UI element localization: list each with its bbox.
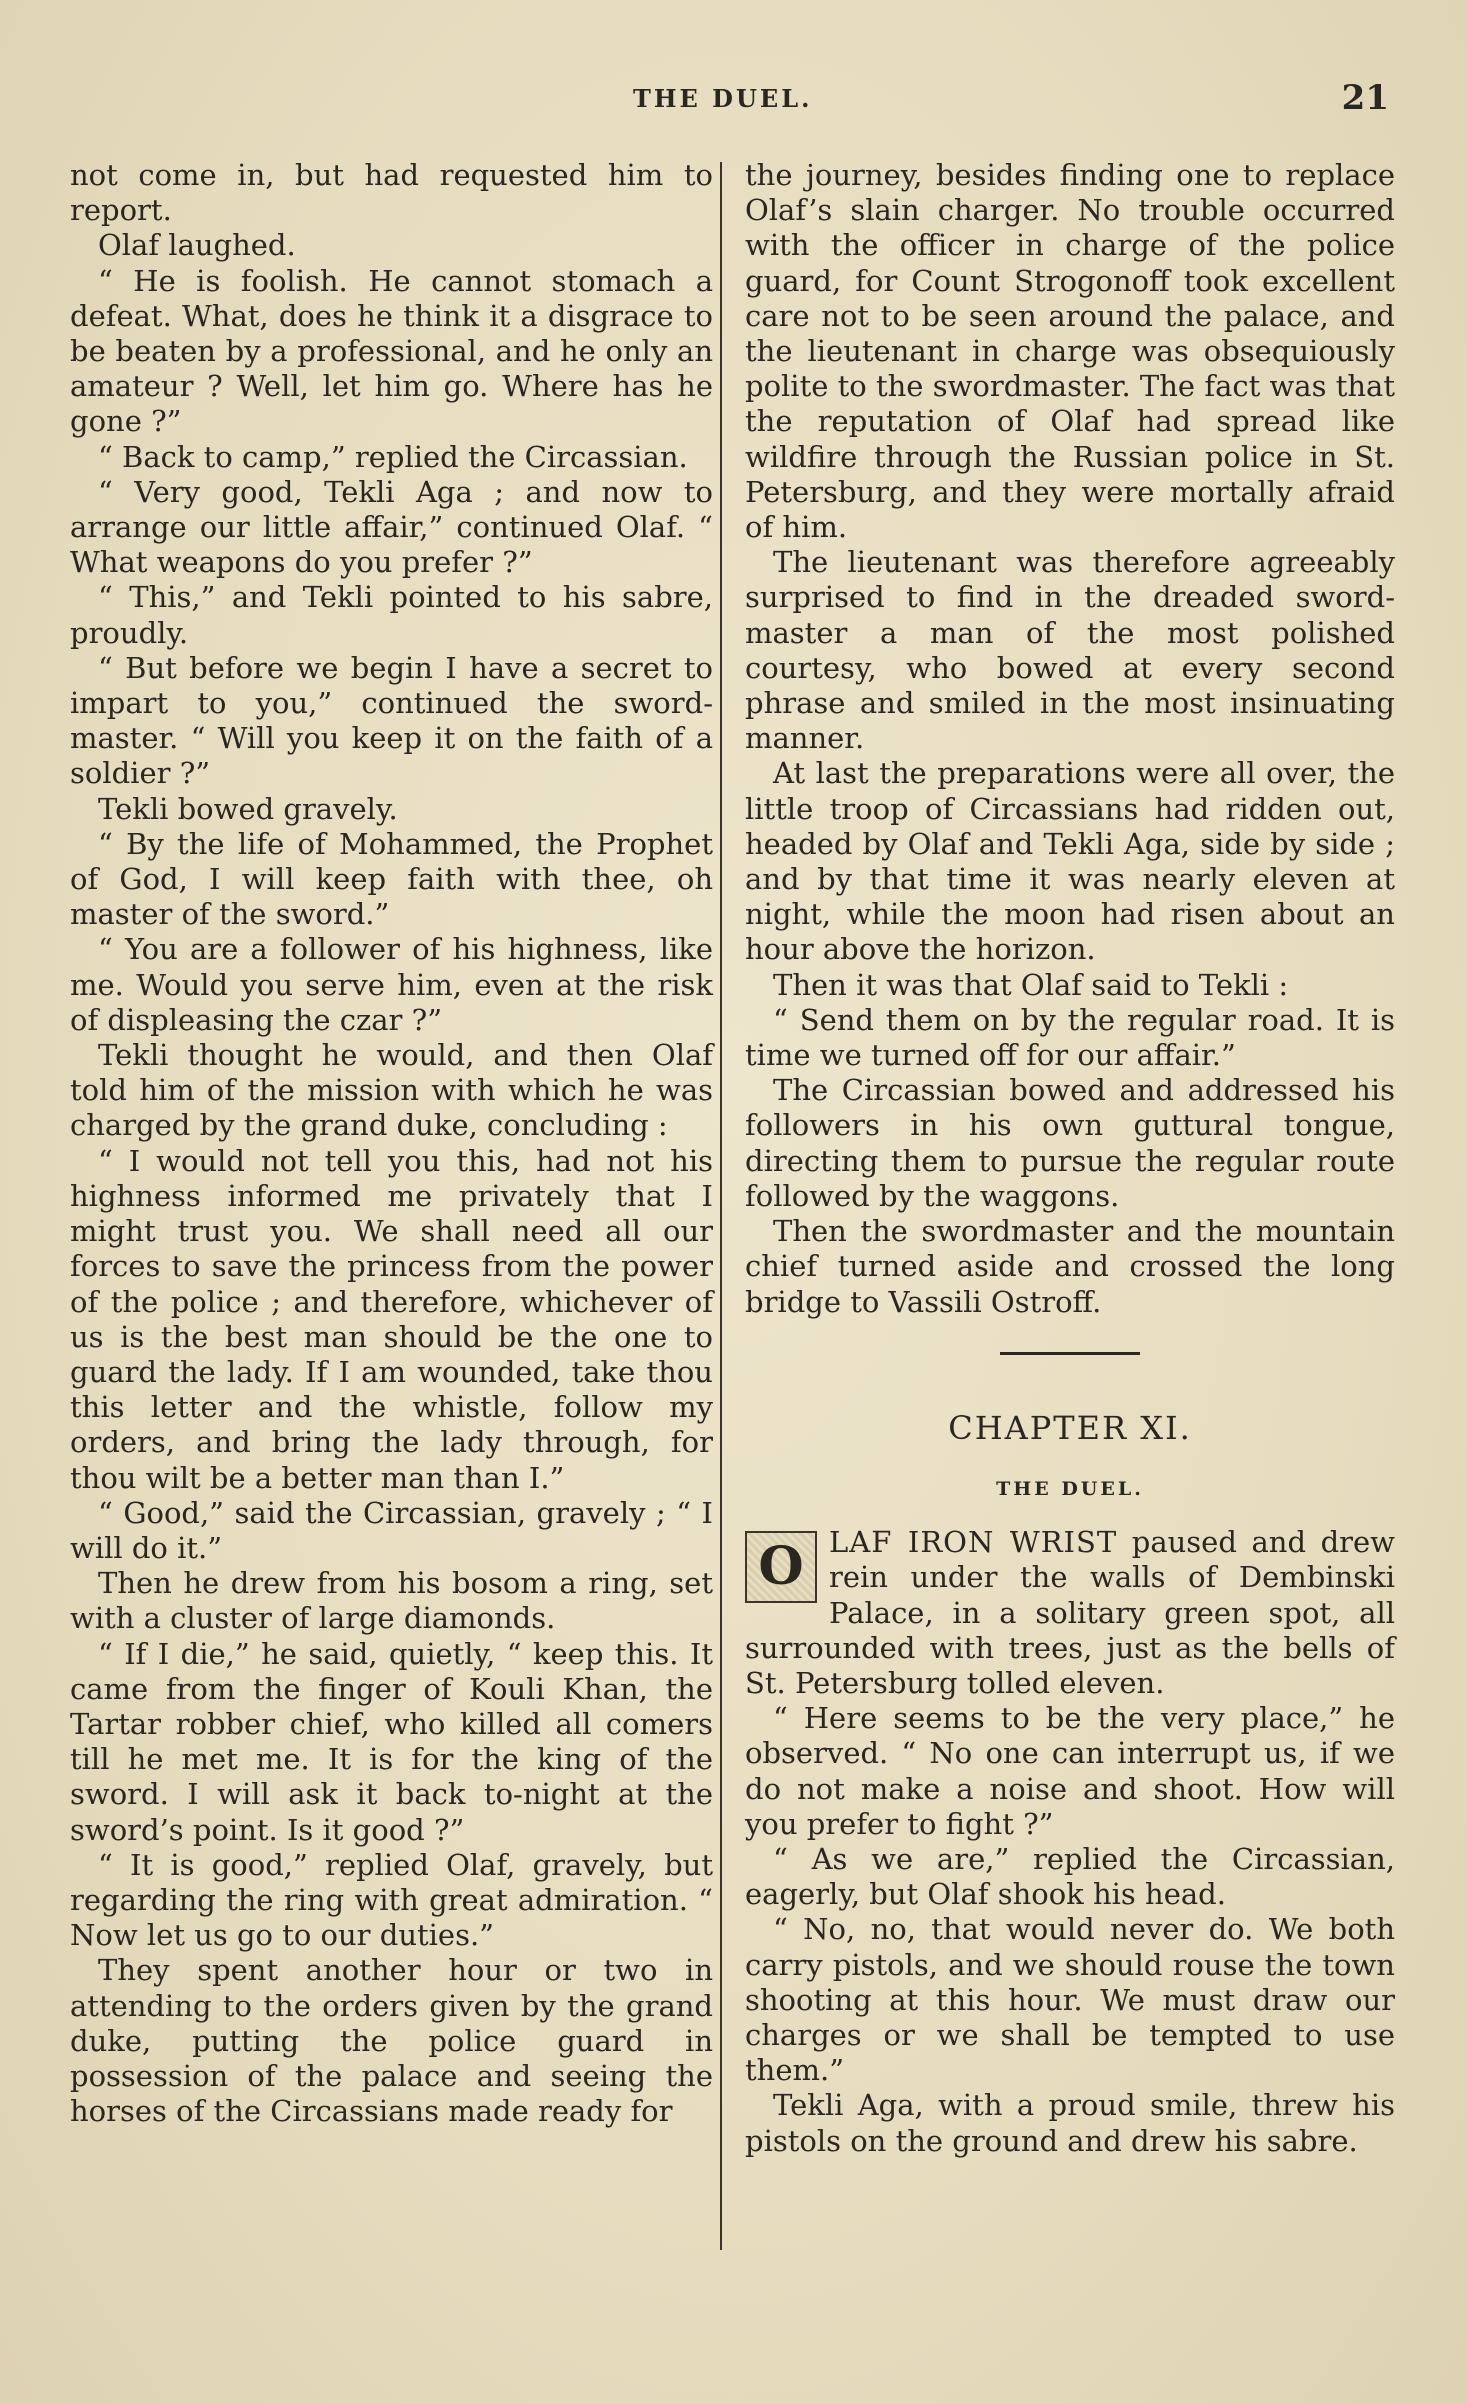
paragraph: “ But before we begin I have a secret to impart to you,” continued the sword-master. “ Will you keep it on the faith of a soldier ?” xyxy=(70,650,713,791)
opening-text: paused and drew rein under the walls of Dembinski Palace, in a solitary green spot, all surrounded with trees, just as the bells of St. Petersburg tolled eleven. xyxy=(745,1525,1395,1700)
chapter-divider xyxy=(1000,1352,1140,1355)
paragraph: “ He is foolish. He cannot stomach a defeat. What, does he think it a disgrace to be beaten by a professional, and he only an amateur ? Well, let him go. Where has he gone ?” xyxy=(70,263,713,439)
paragraph: “ Very good, Tekli Aga ; and now to arrange our little affair,” continued Olaf. “ What weapons do you prefer ?” xyxy=(70,474,713,580)
paragraph: “ No, no, that would never do. We both carry pistols, and we should rouse the town shooting at this hour. We must draw our charges or we shall be tempted to use them.” xyxy=(745,1912,1395,2088)
chapter-subtitle: THE DUEL. xyxy=(996,1477,1144,1500)
paragraph: “ If I die,” he said, quietly, “ keep this. It came from the finger of Kouli Khan, the Tartar robber chief, who killed all comers till he met me. It is for the king of the sword. I will ask it back to-night at the sword’s point. Is it good ?” xyxy=(70,1636,713,1847)
paragraph: Then the swordmaster and the mountain chief turned aside and crossed the long bridge to Vassili Ostroff. xyxy=(745,1214,1395,1319)
chapter-heading: CHAPTER XI. xyxy=(948,1408,1192,1447)
paragraph: Tekli bowed gravely. xyxy=(98,791,398,826)
paragraph: “ This,” and Tekli pointed to his sabre, proudly. xyxy=(70,580,713,650)
page-number: 21 xyxy=(1341,78,1389,118)
column-divider xyxy=(720,162,722,2250)
drop-cap-initial: O xyxy=(745,1531,817,1603)
paragraph: “ Send them on by the regular road. It is time we turned off for our affair.” xyxy=(745,1002,1395,1073)
lead-in-caps: LAF IRON WRIST xyxy=(829,1525,1118,1560)
chapter-opening-paragraph xyxy=(745,1525,1395,1701)
left-column xyxy=(70,158,713,2129)
running-header xyxy=(0,78,1467,124)
right-column xyxy=(745,158,1395,2159)
paragraph: At last the preparations were all over, the little troop of Circassians had ridden out, headed by Olaf and Tekli Aga, side by side ; and by that time it was nearly eleven at night, while the moon had risen about an hour above the horizon. xyxy=(745,756,1395,967)
paragraph: Tekli thought he would, and then Olaf told him of the mission with which he was charged by the grand duke, concluding : xyxy=(70,1038,713,1143)
paragraph: “ Back to camp,” replied the Circassian. xyxy=(98,439,688,474)
paragraph: “ As we are,” replied the Circassian, eagerly, but Olaf shook his head. xyxy=(745,1841,1395,1912)
paragraph: “ By the life of Mohammed, the Prophet of God, I will keep faith with thee, oh master of the sword.” xyxy=(70,826,713,932)
paragraph: “ I would not tell you this, had not his highness informed me privately that I might trust you. We shall need all our forces to save the princess from the power of the police ; and therefore, whichever of us is the best man should be the one to guard the lady. If I am wounded, take thou this letter and the whistle, follow my orders, and bring the lady through, for thou wilt be a better man than I.” xyxy=(70,1143,713,1495)
paragraph: The Circassian bowed and addressed his followers in his own guttural tongue, directing them to pursue the regular route followed by the waggons. xyxy=(745,1073,1395,1213)
paragraph: They spent another hour or two in attending to the orders given by the grand duke, putting the police guard in possession of the palace and seeing the horses of the Circassians made ready for xyxy=(70,1953,713,2129)
paragraph: Then he drew from his bosom a ring, set with a cluster of large diamonds. xyxy=(70,1566,713,1636)
paragraph: “ Here seems to be the very place,” he observed. “ No one can interrupt us, if we do not make a noise and shoot. How will you prefer to fight ?” xyxy=(745,1701,1395,1841)
paragraph: not come in, but had requested him to report. xyxy=(70,158,713,228)
paragraph: the journey, besides finding one to replace Olaf’s slain charger. No trouble occurred with the officer in charge of the police guard, for Count Strogonoff took excellent care not to be seen around the palace, and the lieutenant in charge was obsequiously polite to the swordmaster. The fact was that the reputation of Olaf had spread like wildfire through the Russian police in St. Petersburg, and they were mortally afraid of him. xyxy=(745,158,1395,545)
paragraph: Olaf laughed. xyxy=(98,228,296,263)
running-title: THE DUEL. xyxy=(633,84,813,113)
paragraph: The lieutenant was therefore agreeably surprised to find in the dreaded sword-master a man of the most polished courtesy, who bowed at every second phrase and smiled in the most insinuating manner. xyxy=(745,545,1395,756)
paragraph: Then it was that Olaf said to Tekli : xyxy=(773,967,1289,1002)
paragraph: “ Good,” said the Circassian, gravely ; “ I will do it.” xyxy=(70,1495,713,1565)
paragraph: “ You are a follower of his highness, like me. Would you serve him, even at the risk of displeasing the czar ?” xyxy=(70,932,713,1037)
paragraph: “ It is good,” replied Olaf, gravely, but regarding the ring with great admiration. “ Now let us go to our duties.” xyxy=(70,1847,713,1953)
paragraph: Tekli Aga, with a proud smile, threw his pistols on the ground and drew his sabre. xyxy=(745,2088,1395,2158)
